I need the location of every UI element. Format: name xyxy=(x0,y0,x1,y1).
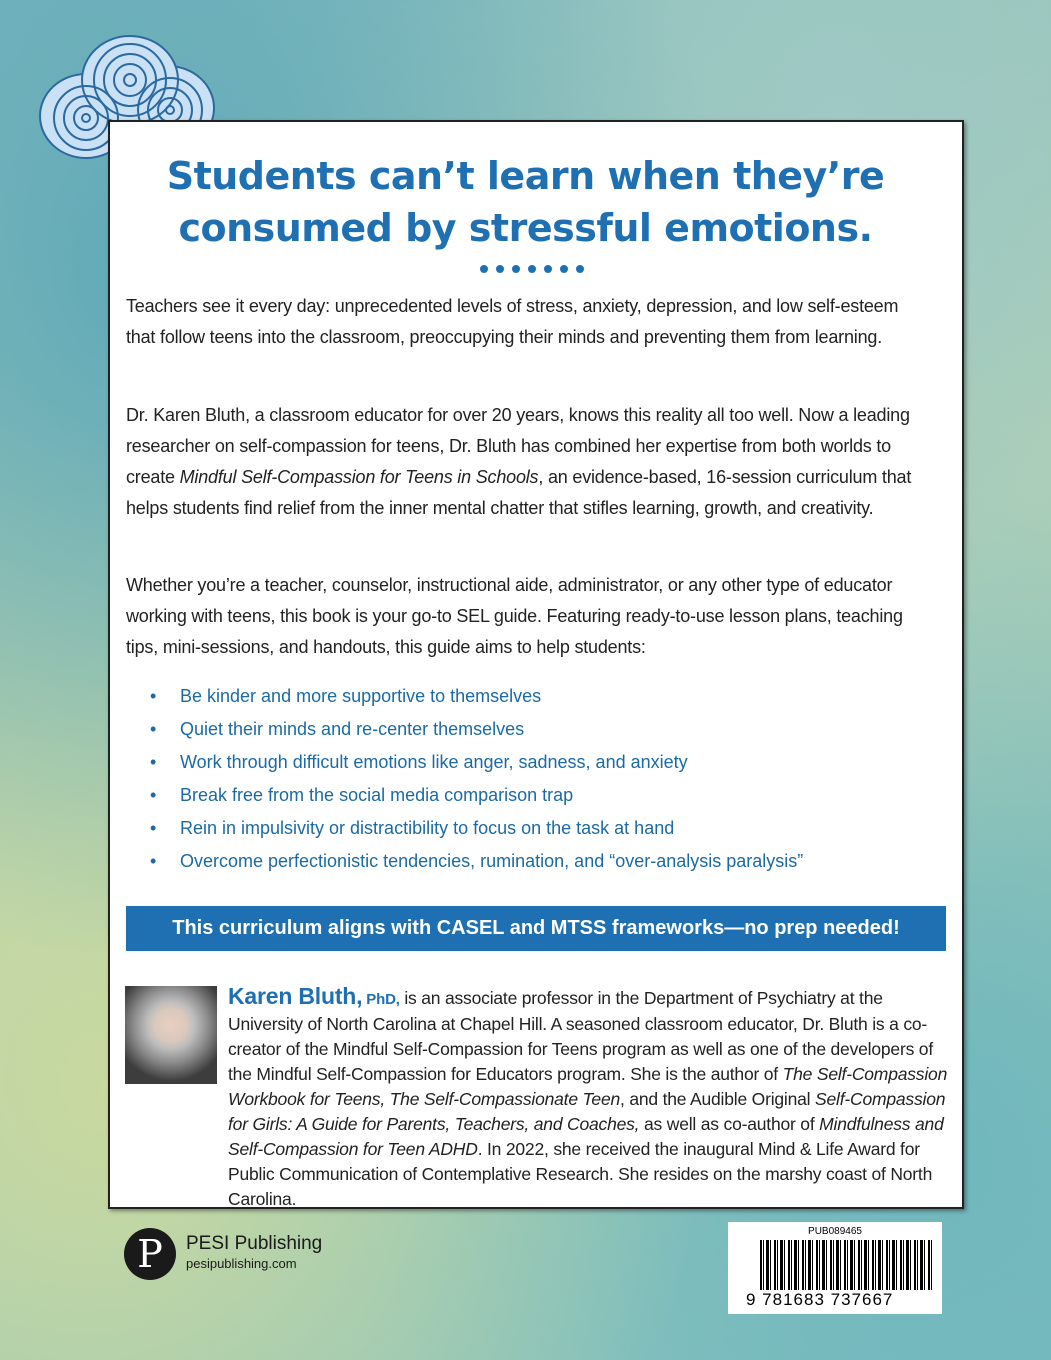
headline-line-2: consumed by stressful emotions. xyxy=(178,206,873,250)
pesi-p-icon: P xyxy=(124,1228,176,1280)
author-paragraph: Dr. Karen Bluth, a classroom educator for over 20 years, knows this reality all too well. Now a leading researcher on self-compassion for teens, Dr. Bluth has combined her expertise from both worlds to create Mindful Self-Compassion for Teens in Schools, an evidence-based, 16-session curriculum that helps students find relief from the inner mental chatter that stifles learning, growth, and creativity. xyxy=(126,405,912,518)
author-bio: Karen Bluth, PhD, is an associate professor in the Department of Psychiatry at the University of North Carolina at Chapel Hill. A seasoned classroom educator, Dr. Bluth is a co-creator of the Mindful Self-Compassion for Teens program as well as one of the developers of the Mindful Self-Compassion for Educators program. She is the author of The Self-Compassion Workbook for Teens, The Self-Compassionate Teen, and the Audible Original Self-Compassion for Girls: A Guide for Parents, Teachers, and Coaches, as well as co-author of Mindfulness and Self-Compassion for Teen ADHD. In 2022, she received the inaugural Mind & Life Award for Public Communication of Contemplative Research. She resides on the marshy coast of North Carolina. xyxy=(228,983,948,1209)
list-item: • Overcome perfectionistic tendencies, rumination, and “over-analysis paralysis” xyxy=(150,845,803,878)
intro-paragraph: Teachers see it every day: unprecedented levels of stress, anxiety, depression, and low self-esteem that follow teens into the classroom, preoccupying their minds and preventing them from learning. xyxy=(126,296,899,347)
list-item: • Quiet their minds and re-center themselves xyxy=(150,713,803,746)
list-item: • Be kinder and more supportive to themselves xyxy=(150,680,803,713)
dots-divider xyxy=(480,265,584,273)
headline xyxy=(0,150,1051,254)
book-title: Mindful Self-Compassion for Teens in Schools xyxy=(179,467,539,487)
benefits-list xyxy=(150,680,803,878)
list-item: • Break free from the social media comparison trap xyxy=(150,779,803,812)
casel-banner: This curriculum aligns with CASEL and MTSS frameworks—no prep needed! xyxy=(126,906,946,951)
barcode-bars xyxy=(760,1240,932,1290)
barcode: PUB089465 9 781683 737667 xyxy=(728,1222,942,1314)
list-item: • Work through difficult emotions like anger, sadness, and anxiety xyxy=(150,746,803,779)
audience-paragraph: Whether you’re a teacher, counselor, instructional aide, administrator, or any other type of educator working with teens, this book is your go-to SEL guide. Featuring ready-to-use lesson plans, teaching tips, mini-sessions, and handouts, this guide aims to help students: xyxy=(126,575,903,657)
publisher-logo: P PESI Publishing pesipublishing.com xyxy=(124,1228,322,1280)
headline-line-1: Students can’t learn when they’re xyxy=(166,154,885,198)
list-item: • Rein in impulsivity or distractibility to focus on the task at hand xyxy=(150,812,803,845)
author-photo xyxy=(125,986,217,1084)
